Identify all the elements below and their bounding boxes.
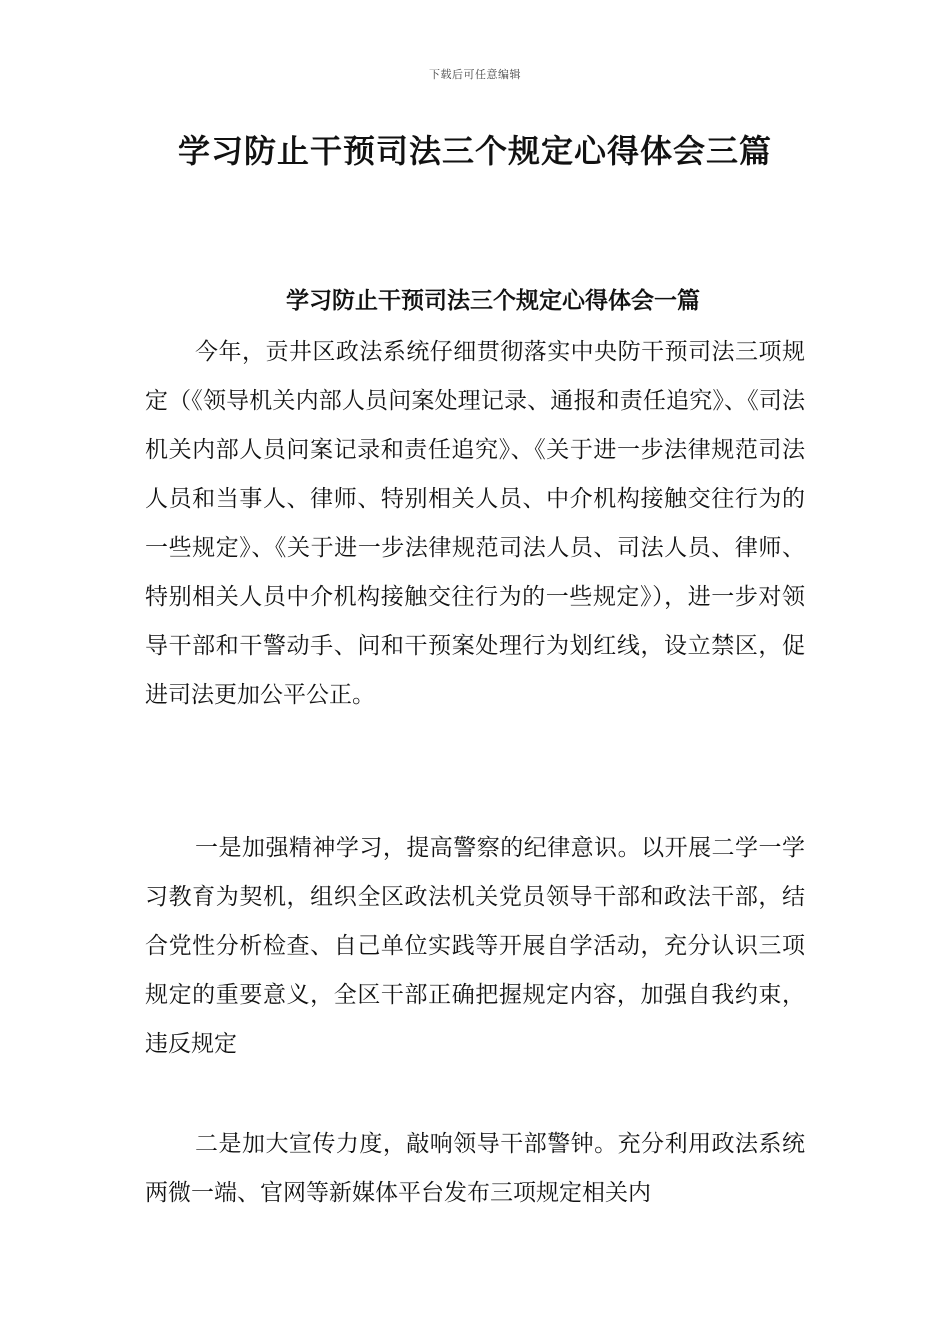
header-note: 下载后可任意编辑 <box>429 68 521 81</box>
document-title: 学习防止干预司法三个规定心得体会三篇 <box>177 132 772 170</box>
body-paragraph-3: 二是加大宣传力度，敲响领导干部警钟。充分利用政法系统两微一端、官网等新媒体平台发布三项规定相关内 <box>145 1131 805 1206</box>
section-title: 学习防止干预司法三个规定心得体会一篇 <box>286 287 700 314</box>
body-paragraph-2: 一是加强精神学习，提高警察的纪律意识。以开展二学一学习教育为契机，组织全区政法机关党员领导干部和政法干部，结合党性分析检查、自己单位实践等开展自学活动，充分认识三项规定的重要意义，全区干部正确把握规定内容，加强自我约束，违反规定 <box>145 835 805 1057</box>
body-paragraph-1: 今年，贡井区政法系统仔细贯彻落实中央防干预司法三项规定（《领导机关内部人员问案处理记录、通报和责任追究》、《司法机关内部人员问案记录和责任追究》、《关于进一步法律规范司法人员和当事人、律师、特别相关人员、中介机构接触交往行为的一些规定》、《关于进一步法律规范司法人员、司法人员、律师、特别相关人员中介机构接触交往行为的一些规定》），进一步对领导干部和干警动手、问和干预案处理行为划红线，设立禁区，促进司法更加公平公正。 <box>145 339 805 708</box>
